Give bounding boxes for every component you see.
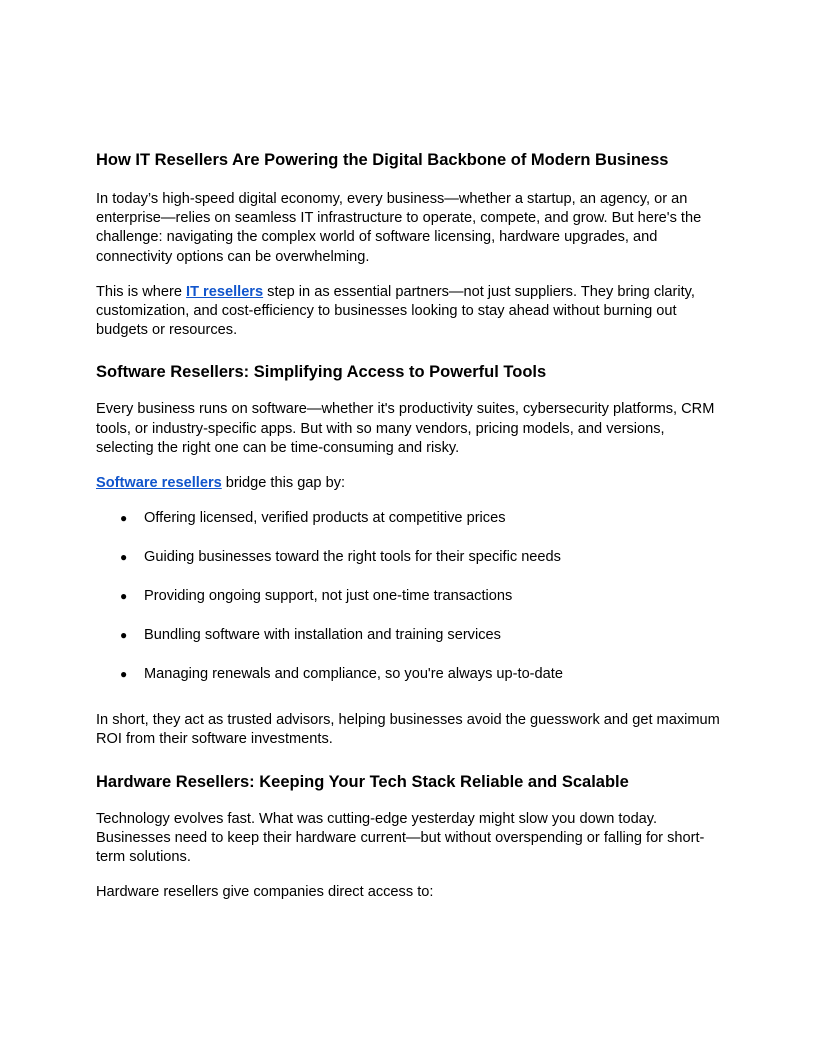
software-heading: Software Resellers: Simplifying Access to Powerful Tools	[96, 363, 547, 382]
bullet-icon: ●	[120, 667, 128, 682]
software-resellers-link[interactable]: Software resellers	[96, 475, 222, 492]
document-title: How IT Resellers Are Powering the Digital Backbone of Modern Business	[96, 151, 669, 169]
list-item	[96, 665, 724, 684]
list-item-text: Guiding businesses toward the right tools for their specific needs	[144, 549, 561, 566]
software-p2-after: bridge this gap by:	[221, 475, 346, 492]
document-body	[96, 149, 724, 918]
software-paragraph-1: Every business runs on software—whether it's productivity suites, cybersecurity platforms, CRM tools, or industry-specific apps. But with so many vendors, pricing models, and versions, selecting the right one can be time-consuming and risky.	[96, 401, 715, 456]
bullet-icon: ●	[120, 511, 128, 526]
list-item-text: Managing renewals and compliance, so you're always up-to-date	[144, 666, 563, 683]
bullet-icon: ●	[120, 628, 128, 643]
list-item	[96, 548, 724, 567]
list-item-text: Providing ongoing support, not just one-time transactions	[144, 588, 513, 605]
list-item	[96, 587, 724, 606]
bullet-icon: ●	[120, 550, 128, 565]
list-item-text: Bundling software with installation and training services	[144, 627, 501, 644]
list-item	[96, 509, 724, 528]
intro-paragraph-1: In today’s high-speed digital economy, every business—whether a startup, an agency, or an enterprise—relies on seamless IT infrastructure to operate, compete, and grow. But here's the challenge: navigating the complex world of software licensing, hardware upgrades, and connectivity options can be overwhelming.	[96, 191, 702, 265]
it-resellers-link[interactable]: IT resellers	[186, 283, 264, 300]
hardware-heading: Hardware Resellers: Keeping Your Tech Stack Reliable and Scalable	[96, 772, 629, 791]
intro-p2-before: This is where	[96, 283, 187, 300]
hardware-paragraph-1: Technology evolves fast. What was cutting-edge yesterday might slow you down today. Businesses need to keep their hardware current—but without overspending or falling for short-term solutions.	[96, 810, 705, 866]
software-paragraph-2	[96, 474, 724, 493]
list-item-text: Offering licensed, verified products at competitive prices	[144, 510, 506, 527]
intro-paragraph-2	[96, 283, 724, 341]
software-summary: In short, they act as trusted advisors, helping businesses avoid the guesswork and get maximum ROI from their software investments.	[96, 712, 720, 748]
intro-p2-after: step in as essential partners—not just suppliers. They bring clarity, customization, and cost-efficiency to businesses looking to stay ahead without burning out budgets or resources.	[96, 283, 695, 339]
list-item	[96, 626, 724, 645]
bullet-icon: ●	[120, 589, 128, 604]
hardware-paragraph-2: Hardware resellers give companies direct access to:	[96, 884, 434, 901]
software-benefits-list	[96, 509, 724, 684]
